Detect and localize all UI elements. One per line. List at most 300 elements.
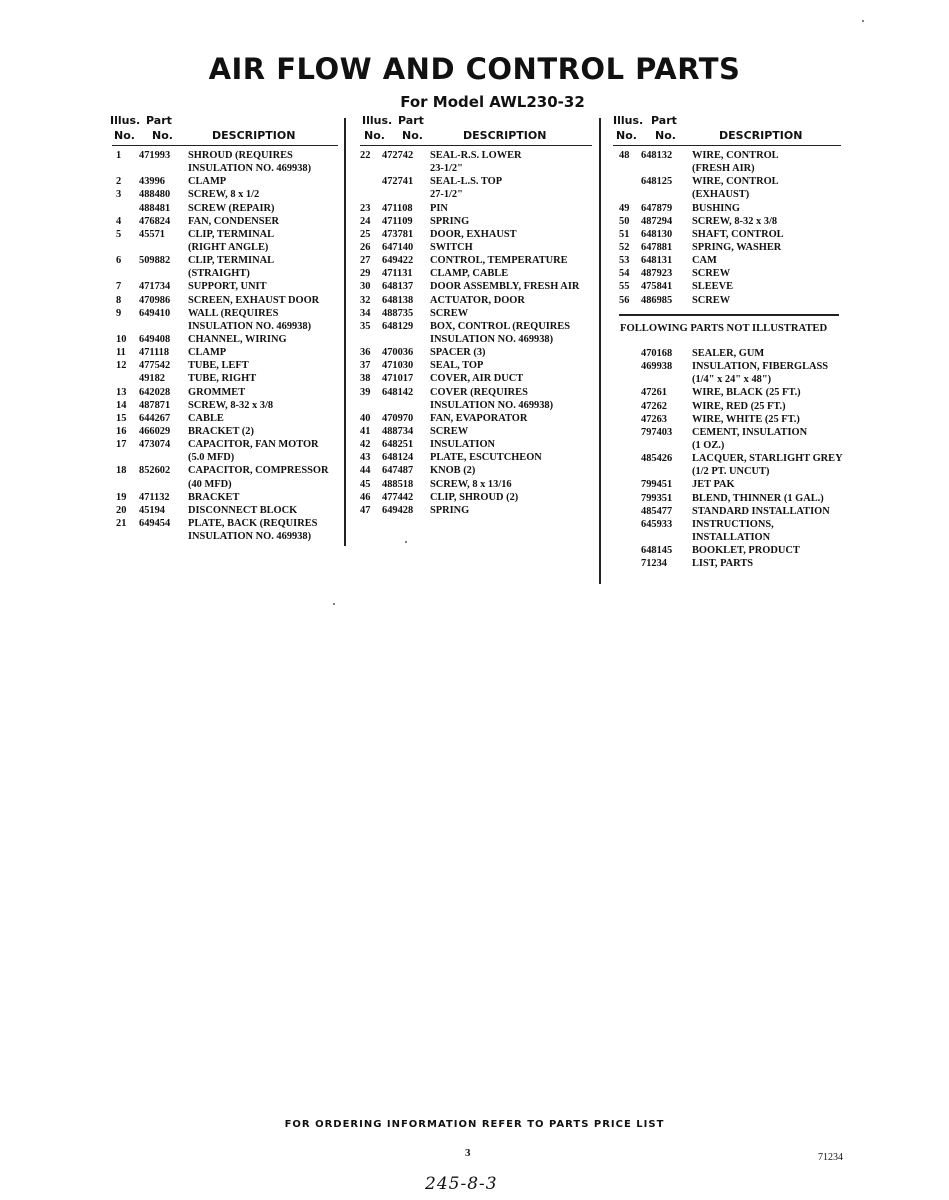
header-description: DESCRIPTION [463,129,547,142]
part-no: 487923 [641,268,673,280]
not-illustrated-heading: FOLLOWING PARTS NOT ILLUSTRATED [620,323,828,334]
table-row [360,268,592,281]
part-no: 649408 [139,333,171,345]
description: WIRE, WHITE (25 FT.) [692,413,800,425]
table-row [613,229,841,242]
illus-no: 5 [116,228,122,240]
description: DOOR, EXHAUST [430,228,517,240]
illus-no: 17 [116,439,127,451]
description: CHANNEL, WIRING [188,333,287,345]
illus-no: 55 [619,281,630,293]
part-no: 471118 [139,347,170,359]
illus-no: 24 [360,215,371,227]
part-no: 469938 [641,361,673,373]
part-no: 648145 [641,545,673,557]
table-row [112,465,338,478]
table-row [613,387,841,400]
illus-no: 22 [360,150,371,161]
part-no: 647881 [641,241,673,253]
table-row [613,532,841,545]
part-no: 471132 [139,491,170,503]
description: SCREEN, EXHAUST DOOR [188,294,320,306]
part-no: 485426 [641,453,673,465]
part-no: 470036 [382,347,414,359]
document-number: 71234 [818,1152,843,1163]
description: TUBE, RIGHT [188,373,257,385]
part-no: 647487 [382,465,414,477]
part-no: 471017 [382,373,414,385]
part-no: 645933 [641,518,673,530]
description: SHAFT, CONTROL [692,228,784,240]
table-row [360,452,592,465]
description: FAN, CONDENSER [188,215,280,227]
illus-no: 42 [360,439,371,451]
illus-no: 3 [116,189,122,201]
table-row [613,545,841,558]
description: SCREW, 8-32 x 3/8 [188,399,274,411]
part-no: 644267 [139,412,171,424]
table-row [112,229,338,242]
part-no: 472742 [382,150,414,161]
scan-speck [333,603,335,605]
part-no: 471734 [139,281,171,293]
part-no: 473074 [139,439,171,451]
illus-no: 51 [619,228,630,240]
description: SCREW [692,294,731,306]
description: CLIP, TERMINAL [188,228,275,240]
table-row [360,360,592,373]
description: INSTALLATION [692,531,771,543]
description: TUBE, LEFT [188,360,249,372]
description: CLIP, SHROUD (2) [430,491,519,503]
part-no: 471108 [382,202,413,214]
table-row [360,400,592,413]
table-row [613,189,841,202]
column-header [360,112,592,146]
description: LIST, PARTS [692,558,754,570]
table-row [112,216,338,229]
part-no: 476824 [139,215,171,227]
illus-no: 40 [360,412,371,424]
description: INSULATION NO. 469938) [188,320,312,332]
description: STANDARD INSTALLATION [692,505,830,517]
scan-speck [862,20,864,22]
part-no: 648129 [382,320,414,332]
illus-no: 27 [360,255,371,267]
table-row [613,493,841,506]
part-no: 649422 [382,255,414,267]
description: WIRE, CONTROL [692,176,779,188]
column-header [613,112,841,146]
description: WIRE, CONTROL [692,150,779,161]
table-row [613,453,841,466]
table-row [613,295,841,308]
part-no: 45194 [139,504,165,516]
part-no: 473781 [382,228,414,240]
table-row [360,255,592,268]
table-row [112,321,338,334]
illus-no: 6 [116,255,122,267]
description: INSULATION NO. 469938) [188,163,312,175]
illus-no: 2 [116,176,122,188]
table-row [360,308,592,321]
description: SPRING [430,504,470,516]
table-row [112,281,338,294]
description: GROMMET [188,386,246,398]
description: (FRESH AIR) [692,163,755,175]
part-no: 485477 [641,505,673,517]
column-header [112,112,338,146]
description: SEAL-R.S. LOWER [430,150,522,161]
description: (EXHAUST) [692,189,750,201]
parts-column-2 [360,112,592,518]
part-no: 71234 [641,558,667,570]
description: SEAL-L.S. TOP [430,176,503,188]
table-row [360,479,592,492]
description: BOX, CONTROL (REQUIRES [430,320,571,332]
illus-no: 35 [360,320,371,332]
description: 23-1/2" [430,163,463,175]
parts-list [613,146,841,308]
table-row [360,334,592,347]
description: WIRE, RED (25 FT.) [692,400,786,412]
table-row [112,360,338,373]
part-no: 470986 [139,294,171,306]
illus-no: 43 [360,452,371,464]
description: (STRAIGHT) [188,268,250,280]
description: COVER, AIR DUCT [430,373,524,385]
model-subtitle: For Model AWL230-32 [400,93,585,111]
illus-no: 52 [619,241,630,253]
parts-column-1 [112,112,338,544]
description: ACTUATOR, DOOR [430,294,525,306]
part-no: 472741 [382,176,414,188]
header-no: No. [364,129,385,142]
table-row [112,242,338,255]
table-row [112,163,338,176]
description: DISCONNECT BLOCK [188,504,298,516]
description: CLAMP [188,176,227,188]
illus-no: 26 [360,241,371,253]
part-no: 488735 [382,307,414,319]
table-row [112,189,338,202]
page-title: AIR FLOW AND CONTROL PARTS [208,52,741,86]
description: SUPPORT, UNIT [188,281,267,293]
table-row [613,150,841,163]
illus-no: 50 [619,215,630,227]
illus-no: 34 [360,307,371,319]
part-no: 486985 [641,294,673,306]
table-row [360,321,592,334]
illus-no: 32 [360,294,371,306]
illus-no: 18 [116,465,127,477]
part-no: 649410 [139,307,171,319]
part-no: 647140 [382,241,414,253]
table-row [360,281,592,294]
description: CABLE [188,412,224,424]
table-row [360,203,592,216]
part-no: 509882 [139,255,171,267]
part-no: 648132 [641,150,673,161]
description: (1 OZ.) [692,439,725,451]
part-no: 471993 [139,150,171,161]
part-no: 648138 [382,294,414,306]
part-no: 488481 [139,202,171,214]
table-row [360,505,592,518]
part-no: 647879 [641,202,673,214]
ordering-footer: FOR ORDERING INFORMATION REFER TO PARTS PRICE LIST [284,1119,665,1130]
description: (40 MFD) [188,478,232,490]
illus-no: 46 [360,491,371,503]
description: CAM [692,255,717,267]
description: INSULATION NO. 469938) [430,399,554,411]
description: SCREW, 8 x 1/2 [188,189,260,201]
table-row [112,492,338,505]
description: SEALER, GUM [692,348,765,359]
table-row [360,163,592,176]
description: SWITCH [430,241,473,253]
illus-no: 4 [116,215,122,227]
part-no: 488518 [382,478,414,490]
table-row [360,150,592,163]
parts-list [360,146,592,518]
table-row [613,401,841,414]
description: SLEEVE [692,281,734,293]
part-no: 799451 [641,479,673,491]
illus-no: 36 [360,347,371,359]
table-row [613,348,841,361]
illus-no: 29 [360,268,371,280]
description: INSULATION [430,439,496,451]
header-rule [360,145,592,146]
parts-column-3 [613,112,841,308]
table-row [360,465,592,478]
part-no: 477442 [382,491,414,503]
illus-no: 41 [360,425,371,437]
illus-no: 30 [360,281,371,293]
illus-no: 53 [619,255,630,267]
part-no: 799351 [641,492,673,504]
illus-no: 37 [360,360,371,372]
part-no: 487871 [139,399,171,411]
not-illustrated-list [613,348,841,571]
description: SHROUD (REQUIRES [188,150,293,161]
table-row [613,506,841,519]
table-row [613,374,841,387]
part-no: 475841 [641,281,673,293]
illus-no: 39 [360,386,371,398]
description: CAPACITOR, FAN MOTOR [188,439,319,451]
header-part: Part [651,114,677,127]
description: SPACER (3) [430,347,486,359]
table-row [613,466,841,479]
table-row [112,413,338,426]
part-no: 43996 [139,176,165,188]
illus-no: 12 [116,360,127,372]
description: PLATE, ESCUTCHEON [430,452,542,464]
part-no: 47261 [641,387,667,399]
header-illus: Illus. [362,114,393,127]
table-row [360,216,592,229]
table-row [360,373,592,386]
illus-no: 23 [360,202,371,214]
column-divider [599,118,601,584]
header-no: No. [616,129,637,142]
part-no: 477542 [139,360,171,372]
description: INSTRUCTIONS, [692,518,774,530]
header-illus: Illus. [613,114,644,127]
table-row [112,426,338,439]
table-row [360,295,592,308]
header-part: Part [398,114,424,127]
table-row [613,268,841,281]
illus-no: 56 [619,294,630,306]
part-no: 649454 [139,517,171,529]
part-no: 648124 [382,452,414,464]
description: BRACKET (2) [188,425,254,437]
description: CONTROL, TEMPERATURE [430,255,568,267]
illus-no: 10 [116,333,127,345]
table-row [112,347,338,360]
table-row [112,518,338,531]
part-no: 488734 [382,425,414,437]
description: WALL (REQUIRES [188,307,279,319]
section-rule [619,314,839,316]
scan-speck [405,541,407,543]
table-row [112,150,338,163]
description: (1/4" x 24" x 48") [692,374,772,386]
part-no: 47263 [641,413,667,425]
part-no: 45571 [139,228,165,240]
description: PIN [430,202,448,214]
description: (1/2 PT. UNCUT) [692,466,770,478]
illus-no: 44 [360,465,371,477]
part-no: 470168 [641,348,673,359]
part-no: 471131 [382,268,413,280]
illus-no: 16 [116,425,127,437]
description: INSULATION NO. 469938) [430,333,554,345]
description: DOOR ASSEMBLY, FRESH AIR [430,281,580,293]
table-row [360,426,592,439]
illus-no: 38 [360,373,371,385]
illus-no: 25 [360,228,371,240]
illus-no: 7 [116,281,122,293]
description: SEAL, TOP [430,360,484,372]
part-no: 648125 [641,176,673,188]
table-row [112,268,338,281]
table-row [613,479,841,492]
table-row [613,242,841,255]
illus-no: 8 [116,294,122,306]
table-row [360,189,592,202]
table-row [360,347,592,360]
description: CLAMP [188,347,227,359]
table-row [613,203,841,216]
table-row [613,216,841,229]
illus-no: 9 [116,307,122,319]
description: BLEND, THINNER (1 GAL.) [692,492,824,504]
description: LACQUER, STARLIGHT GREY [692,453,843,465]
description: JET PAK [692,479,735,491]
part-no: 642028 [139,386,171,398]
table-row [613,427,841,440]
part-no: 49182 [139,373,165,385]
illus-no: 15 [116,412,127,424]
part-no: 488480 [139,189,171,201]
part-no: 648131 [641,255,673,267]
header-rule [613,145,841,146]
table-row [360,229,592,242]
description: FAN, EVAPORATOR [430,412,528,424]
table-row [613,255,841,268]
header-rule [112,145,338,146]
header-no: No. [114,129,135,142]
part-no: 487294 [641,215,673,227]
description: SPRING, WASHER [692,241,782,253]
table-row [613,440,841,453]
part-no: 648130 [641,228,673,240]
illus-no: 11 [116,347,126,359]
illus-no: 19 [116,491,127,503]
table-row [112,400,338,413]
part-no: 649428 [382,504,414,516]
table-row [360,242,592,255]
part-no: 648251 [382,439,414,451]
table-row [112,373,338,386]
table-row [112,505,338,518]
part-no: 471030 [382,360,414,372]
description: SCREW [430,307,469,319]
description: COVER (REQUIRES [430,386,528,398]
illus-no: 49 [619,202,630,214]
table-row [613,176,841,189]
illus-no: 21 [116,517,127,529]
description: CEMENT, INSULATION [692,426,808,438]
illus-no: 45 [360,478,371,490]
page-number: 3 [465,1147,471,1159]
table-row [360,439,592,452]
header-part-no: No. [152,129,173,142]
table-row [613,163,841,176]
description: CAPACITOR, COMPRESSOR [188,465,329,477]
part-no: 852602 [139,465,171,477]
table-row [613,519,841,532]
illus-no: 54 [619,268,630,280]
table-row [360,413,592,426]
table-row [112,176,338,189]
header-part-no: No. [655,129,676,142]
description: PLATE, BACK (REQUIRES [188,517,318,529]
table-row [112,334,338,347]
description: SCREW, 8 x 13/16 [430,478,512,490]
table-row [360,492,592,505]
header-illus: Illus. [110,114,141,127]
description: 27-1/2" [430,189,463,201]
description: SCREW, 8-32 x 3/8 [692,215,778,227]
table-row [112,308,338,321]
description: SPRING [430,215,470,227]
header-part: Part [146,114,172,127]
description: SCREW [430,425,469,437]
header-description: DESCRIPTION [212,129,296,142]
description: (5.0 MFD) [188,452,235,464]
part-no: 466029 [139,425,171,437]
table-row [112,295,338,308]
table-row [360,387,592,400]
illus-no: 48 [619,150,630,161]
illus-no: 14 [116,399,127,411]
description: BRACKET [188,491,240,503]
